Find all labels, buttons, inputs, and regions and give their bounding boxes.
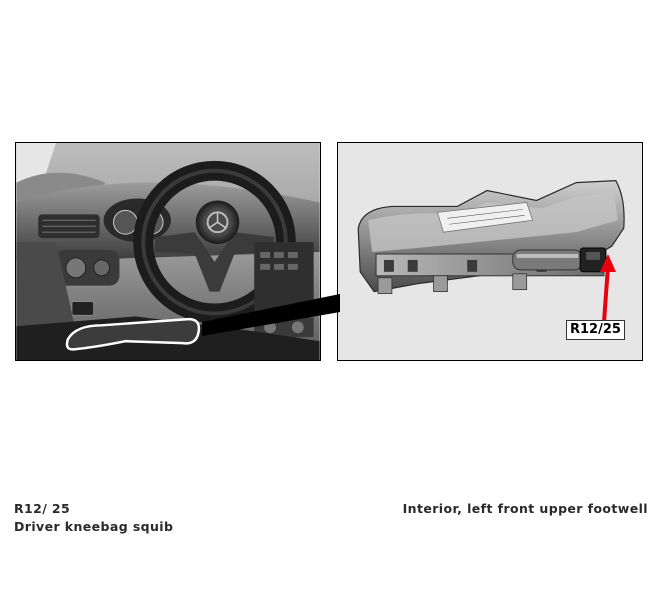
callout-label: R12/25 xyxy=(566,320,625,340)
component-caption xyxy=(14,500,173,536)
interior-dashboard-illustration xyxy=(15,142,321,361)
component-name: Driver kneebag squib xyxy=(14,519,174,534)
component-location: Interior, left front upper footwell xyxy=(402,501,648,516)
location-caption xyxy=(403,500,648,518)
component-code: R12/ 25 xyxy=(14,501,71,516)
